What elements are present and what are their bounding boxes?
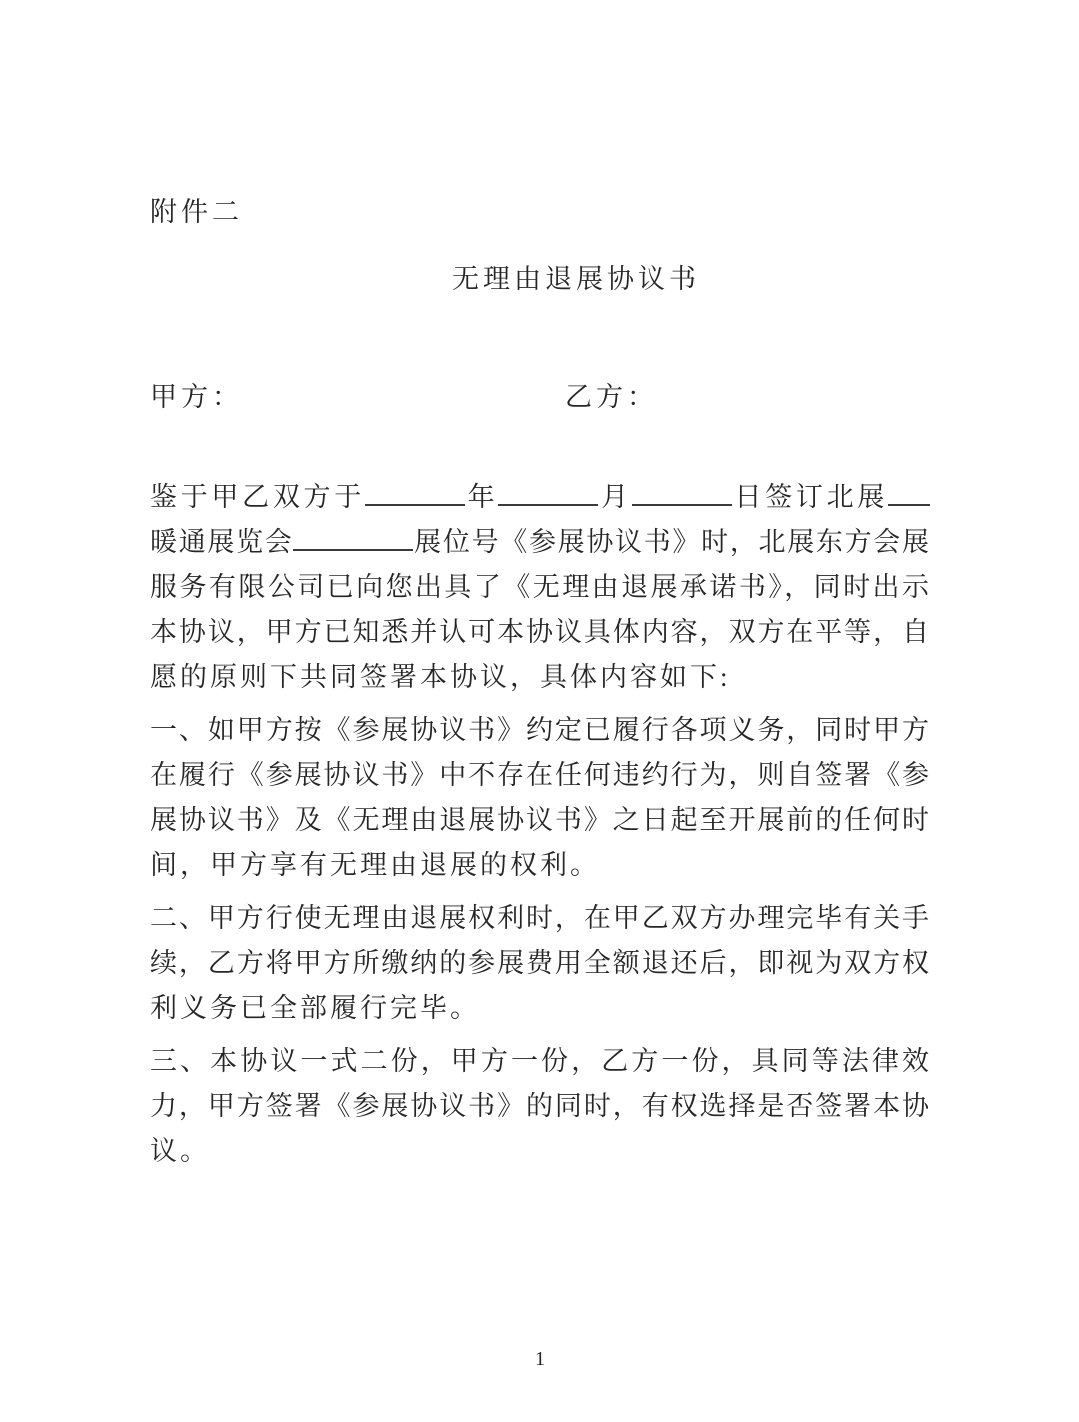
party-a-label: 甲方： [150, 382, 243, 412]
blank-underline [365, 478, 465, 506]
text-line [150, 610, 930, 655]
paragraph-intro [150, 475, 930, 700]
text-line [150, 843, 930, 888]
paragraph-clause-2 [150, 896, 930, 1031]
blank-underline [293, 523, 413, 551]
text-line [150, 798, 930, 843]
text-line [150, 520, 930, 565]
text-run: 鉴于甲乙双方于 [150, 482, 365, 512]
text-line [150, 941, 930, 986]
text-line [150, 475, 930, 520]
text-run: 年 [464, 482, 499, 512]
text-run: 间，甲方享有无理由退展的权利。 [150, 850, 600, 880]
text-line [150, 986, 930, 1031]
text-run: 利义务已全部履行完毕。 [150, 993, 480, 1023]
text-run: 在履行《参展协议书》中不存在任何违约行为，则自签署《参 [150, 760, 930, 790]
text-line [150, 1039, 930, 1084]
text-line [150, 1129, 930, 1174]
text-run: 日签订北展 [731, 482, 889, 512]
text-run: 暖通展览会 [150, 527, 294, 557]
text-run: 续，乙方将甲方所缴纳的参展费用全额退还后，即视为双方权 [150, 948, 930, 978]
text-line [150, 708, 930, 753]
text-line [150, 1084, 930, 1129]
blank-underline [888, 478, 930, 506]
page-number: 1 [535, 1348, 545, 1370]
text-run: 月 [598, 482, 632, 512]
blank-underline [632, 478, 732, 506]
text-run: 一、如甲方按《参展协议书》约定已履行各项义务，同时甲方 [150, 715, 930, 745]
document-title: 无理由退展协议书 [452, 264, 700, 294]
text-run: 展协议书》及《无理由退展协议书》之日起至开展前的任何时 [150, 805, 930, 835]
document-body [150, 475, 930, 1174]
text-line [150, 565, 930, 610]
attachment-label: 附件二 [150, 197, 243, 227]
text-run: 愿的原则下共同签署本协议，具体内容如下: [150, 662, 731, 692]
text-run: 议。 [150, 1136, 210, 1166]
party-b-label: 乙方： [565, 382, 658, 412]
text-run: 二、甲方行使无理由退展权利时，在甲乙双方办理完毕有关手 [150, 903, 930, 933]
blank-underline [498, 478, 598, 506]
text-run: 力，甲方签署《参展协议书》的同时，有权选择是否签署本协 [150, 1091, 930, 1121]
text-run: 三、本协议一式二份，甲方一份，乙方一份，具同等法律效 [150, 1046, 930, 1076]
text-run: 本协议，甲方已知悉并认可本协议具体内容，双方在平等，自 [150, 617, 930, 647]
text-line [150, 896, 930, 941]
paragraph-clause-1 [150, 708, 930, 888]
parties-row [150, 375, 930, 420]
text-line [150, 753, 930, 798]
text-run: 服务有限公司已向您出具了《无理由退展承诺书》，同时出示 [150, 572, 930, 602]
paragraph-clause-3 [150, 1039, 930, 1174]
text-line [150, 655, 930, 700]
text-run: 展位号《参展协议书》时，北展东方会展 [413, 527, 931, 557]
